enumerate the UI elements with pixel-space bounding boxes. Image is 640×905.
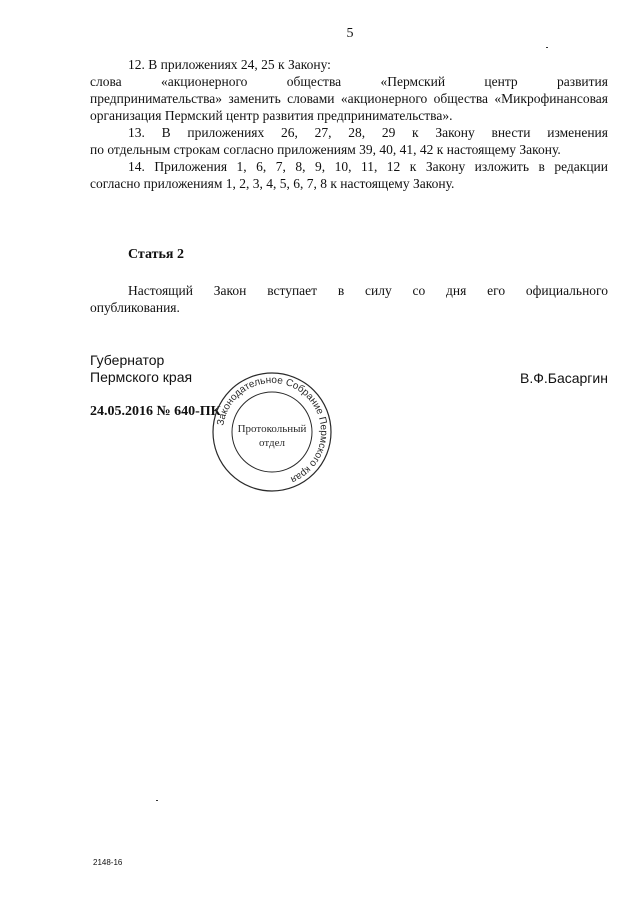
signature-title-line1: Губернатор bbox=[90, 352, 165, 368]
stamp-inner-line1: Протокольный bbox=[237, 423, 307, 435]
article-heading: Статья 2 bbox=[128, 247, 184, 262]
paragraph-13-line1: 13. В приложениях 26, 27, 28, 29 к Закону внести изменения bbox=[128, 125, 608, 140]
date-and-number: 24.05.2016 № 640-ПК bbox=[90, 404, 221, 419]
stamp-outer-text: Законодательное Собрание Пермского края bbox=[215, 374, 330, 485]
signature-title-line2: Пермского края bbox=[90, 369, 193, 385]
signature-title bbox=[90, 352, 192, 386]
paragraph-12-heading: 12. В приложениях 24, 25 к Закону: bbox=[128, 57, 331, 72]
footer-code: 2148-16 bbox=[93, 858, 123, 867]
official-stamp bbox=[210, 370, 334, 494]
signer-name: В.Ф.Басаргин bbox=[520, 370, 608, 386]
stamp-inner-line2: отдел bbox=[259, 437, 285, 449]
page-number: 5 bbox=[346, 26, 354, 41]
scan-speck bbox=[546, 47, 548, 48]
article-text-rest: опубликования. bbox=[90, 300, 180, 315]
main-text bbox=[90, 56, 608, 192]
paragraph-13-rest: по отдельным строкам согласно приложениям 39, 40, 41, 42 к настоящему Закону. bbox=[90, 142, 561, 157]
scan-speck bbox=[156, 800, 158, 801]
paragraph-14-line1: 14. Приложения 1, 6, 7, 8, 9, 10, 11, 12 к Закону изложить в редакции bbox=[128, 159, 608, 174]
paragraph-12-line1: слова «акционерного общества «Пермский центр развития bbox=[90, 74, 608, 89]
article-text bbox=[90, 282, 608, 316]
article-text-line1: Настоящий Закон вступает в силу со дня его официального bbox=[128, 283, 608, 298]
paragraph-12-rest: предпринимательства» заменить словами «акционерного общества «Микрофинансовая организация Пермский центр развития предпринимательства». bbox=[90, 91, 608, 123]
paragraph-14-rest: согласно приложениям 1, 2, 3, 4, 5, 6, 7, 8 к настоящему Закону. bbox=[90, 176, 455, 191]
